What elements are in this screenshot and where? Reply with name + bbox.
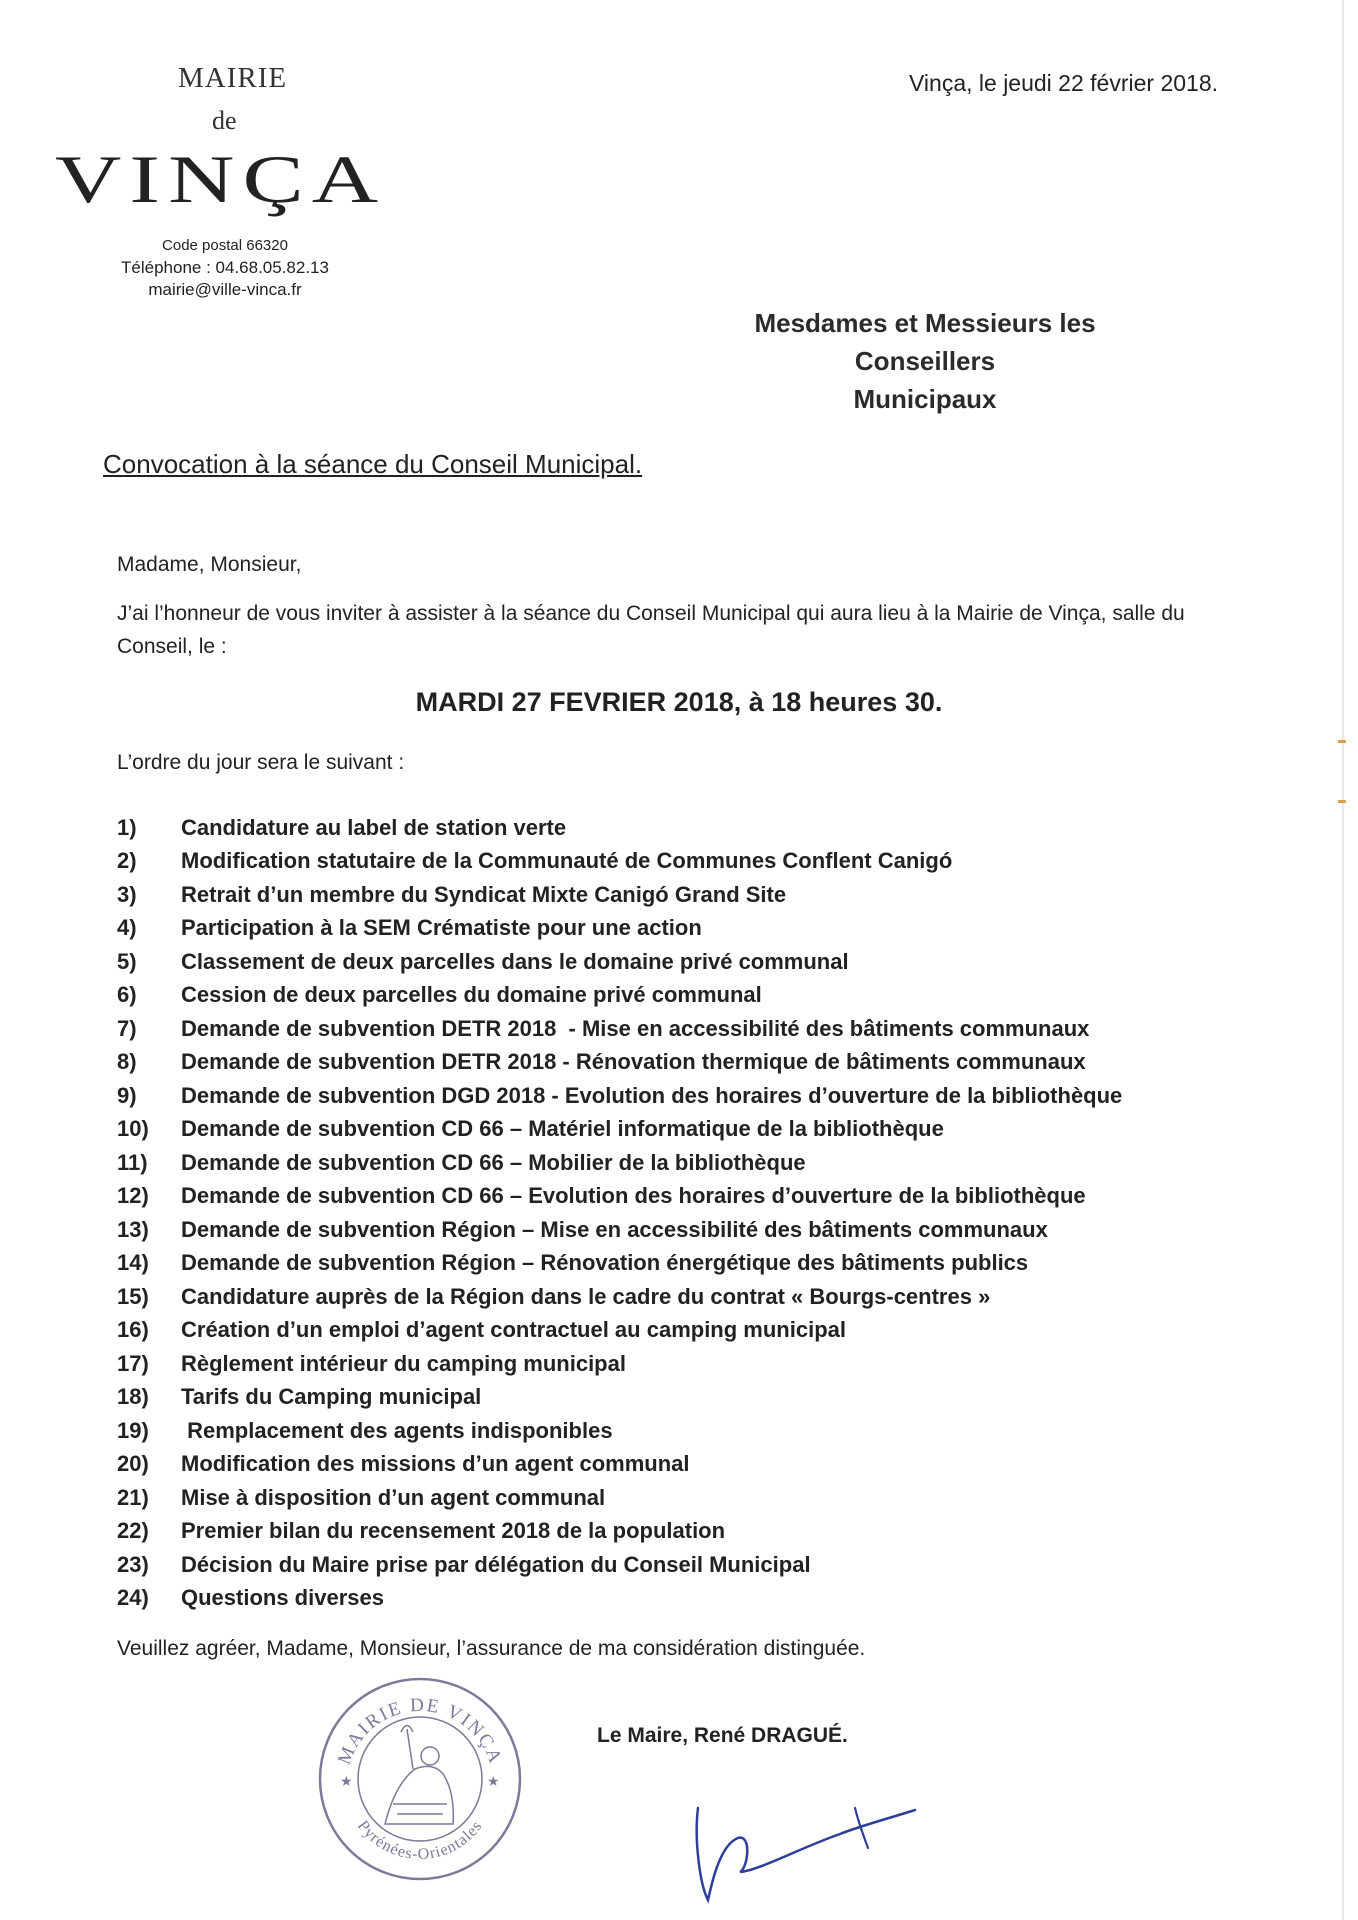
agenda-item [117, 1046, 1122, 1080]
agenda-item [117, 811, 1122, 845]
agenda-item [117, 1079, 1122, 1113]
agenda-item-number: 17) [117, 1350, 149, 1376]
agenda-item-text: Demande de subvention DETR 2018 - Mise en accessibilité des bâtiments communaux [181, 1015, 1090, 1041]
recipient-block [700, 304, 1150, 418]
agenda-intro: L’ordre du jour sera le suivant : [117, 751, 405, 774]
letter-subject: Convocation à la séance du Conseil Municipal. [103, 449, 643, 479]
agenda-item-text: Demande de subvention CD 66 – Matériel informatique de la bibliothèque [181, 1116, 944, 1142]
agenda-item-number: 6) [117, 982, 137, 1008]
agenda-item-number: 3) [117, 881, 137, 907]
agenda-item-text: Demande de subvention Région – Rénovation énergétique des bâtiments publics [181, 1250, 1029, 1276]
agenda-item-number: 16) [117, 1317, 149, 1343]
agenda-item-text: Cession de deux parcelles du domaine privé communal [181, 982, 762, 1008]
agenda-list [117, 811, 1122, 1615]
agenda-item-number: 9) [117, 1082, 137, 1108]
agenda-item-number: 10) [117, 1116, 149, 1142]
meeting-date: MARDI 27 FEVRIER 2018, à 18 heures 30. [415, 687, 943, 717]
agenda-item-number: 14) [117, 1250, 149, 1276]
agenda-item-text: Remplacement des agents indisponibles [181, 1417, 613, 1443]
agenda-item [117, 1012, 1122, 1046]
agenda-item-number: 7) [117, 1015, 137, 1041]
agenda-item [117, 912, 1122, 946]
agenda-item-text: Premier bilan du recensement 2018 de la population [181, 1518, 726, 1544]
letterhead-contact [100, 235, 350, 301]
intro-paragraph: J’ai l’honneur de vous inviter à assister à la séance du Conseil Municipal qui aura lieu à la Mairie de Vinça, salle du Conseil, le : [117, 602, 1185, 658]
closing-formula: Veuillez agréer, Madame, Monsieur, l’assurance de ma considération distinguée. [117, 1637, 866, 1660]
agenda-item-text: Modification statutaire de la Communauté de Communes Conflent Canigó [181, 848, 953, 874]
agenda-item [117, 1414, 1122, 1448]
page-edge [1342, 0, 1344, 1920]
agenda-item-number: 19) [117, 1417, 149, 1443]
letter-date: Vinça, le jeudi 22 février 2018. [909, 70, 1218, 96]
letterhead-title: MAIRIE [178, 62, 288, 94]
agenda-item [117, 979, 1122, 1013]
letterhead-town-name: VINÇA [55, 141, 387, 217]
agenda-item-text: Classement de deux parcelles dans le domaine privé communal [181, 948, 849, 974]
agenda-item [117, 1548, 1122, 1582]
agenda-item-number: 23) [117, 1551, 149, 1577]
agenda-item-text: Candidature auprès de la Région dans le cadre du contrat « Bourgs-centres » [181, 1283, 991, 1309]
postal-code: Code postal 66320 [162, 237, 288, 254]
agenda-item-number: 18) [117, 1384, 149, 1410]
agenda-item-number: 1) [117, 814, 137, 840]
stamp-top-text: MAIRIE DE VINÇA [333, 1694, 507, 1768]
agenda-item-number: 4) [117, 915, 137, 941]
agenda-item [117, 1481, 1122, 1515]
star-icon: ★ [487, 1773, 500, 1789]
agenda-item-text: Participation à la SEM Crématiste pour une action [181, 915, 702, 941]
agenda-item-text: Mise à disposition d’un agent communal [181, 1484, 606, 1510]
agenda-item [117, 1381, 1122, 1415]
agenda-item-text: Modification des missions d’un agent communal [181, 1451, 690, 1477]
mayor-signature [690, 1800, 920, 1910]
agenda-item-number: 20) [117, 1451, 149, 1477]
stamp-bottom-text: Pyrénées-Orientales [354, 1817, 486, 1864]
agenda-item-number: 15) [117, 1283, 149, 1309]
agenda-item [117, 1314, 1122, 1348]
agenda-item-number: 12) [117, 1183, 149, 1209]
star-icon: ★ [340, 1773, 353, 1789]
agenda-item-number: 24) [117, 1585, 149, 1611]
official-stamp [315, 1674, 525, 1884]
agenda-item-text: Règlement intérieur du camping municipal [181, 1350, 626, 1376]
agenda-item [117, 1180, 1122, 1214]
email-address: mairie@ville-vinca.fr [148, 280, 302, 299]
agenda-item [117, 1582, 1122, 1616]
agenda-item-number: 13) [117, 1216, 149, 1242]
agenda-item-text: Candidature au label de station verte [181, 814, 567, 840]
agenda-item-text: Retrait d’un membre du Syndicat Mixte Canigó Grand Site [181, 881, 787, 907]
salutation: Madame, Monsieur, [117, 553, 302, 576]
recipient-line-2: Municipaux [853, 384, 997, 414]
signatory: Le Maire, René DRAGUÉ. [597, 1724, 848, 1747]
agenda-item-text: Demande de subvention DGD 2018 - Evolution des horaires d’ouverture de la bibliothèque [181, 1082, 1123, 1108]
edge-mark [1338, 740, 1346, 743]
agenda-item-text: Demande de subvention Région – Mise en accessibilité des bâtiments communaux [181, 1216, 1048, 1242]
agenda-item-number: 5) [117, 948, 137, 974]
recipient-line-1: Mesdames et Messieurs les Conseillers [754, 308, 1096, 376]
agenda-item-text: Demande de subvention CD 66 – Mobilier de la bibliothèque [181, 1149, 806, 1175]
agenda-item-text: Demande de subvention CD 66 – Evolution des horaires d’ouverture de la bibliothèque [181, 1183, 1086, 1209]
agenda-item [117, 845, 1122, 879]
agenda-item-number: 8) [117, 1049, 137, 1075]
letterhead-de: de [212, 106, 237, 135]
agenda-item-number: 22) [117, 1518, 149, 1544]
agenda-item [117, 945, 1122, 979]
agenda-item [117, 1347, 1122, 1381]
phone-number: Téléphone : 04.68.05.82.13 [121, 258, 329, 277]
agenda-item [117, 1448, 1122, 1482]
agenda-item [117, 1247, 1122, 1281]
agenda-item [117, 1113, 1122, 1147]
agenda-item [117, 1146, 1122, 1180]
agenda-item-text: Demande de subvention DETR 2018 - Rénovation thermique de bâtiments communaux [181, 1049, 1086, 1075]
agenda-item-text: Décision du Maire prise par délégation du Conseil Municipal [181, 1551, 811, 1577]
edge-mark [1338, 800, 1346, 803]
agenda-item-text: Tarifs du Camping municipal [181, 1384, 482, 1410]
agenda-item-number: 2) [117, 848, 137, 874]
agenda-item [117, 1515, 1122, 1549]
agenda-item-text: Création d’un emploi d’agent contractuel au camping municipal [181, 1317, 846, 1343]
agenda-item [117, 1280, 1122, 1314]
agenda-item [117, 878, 1122, 912]
agenda-item [117, 1213, 1122, 1247]
agenda-item-text: Questions diverses [181, 1585, 384, 1611]
agenda-item-number: 11) [117, 1149, 148, 1175]
agenda-item-number: 21) [117, 1484, 149, 1510]
